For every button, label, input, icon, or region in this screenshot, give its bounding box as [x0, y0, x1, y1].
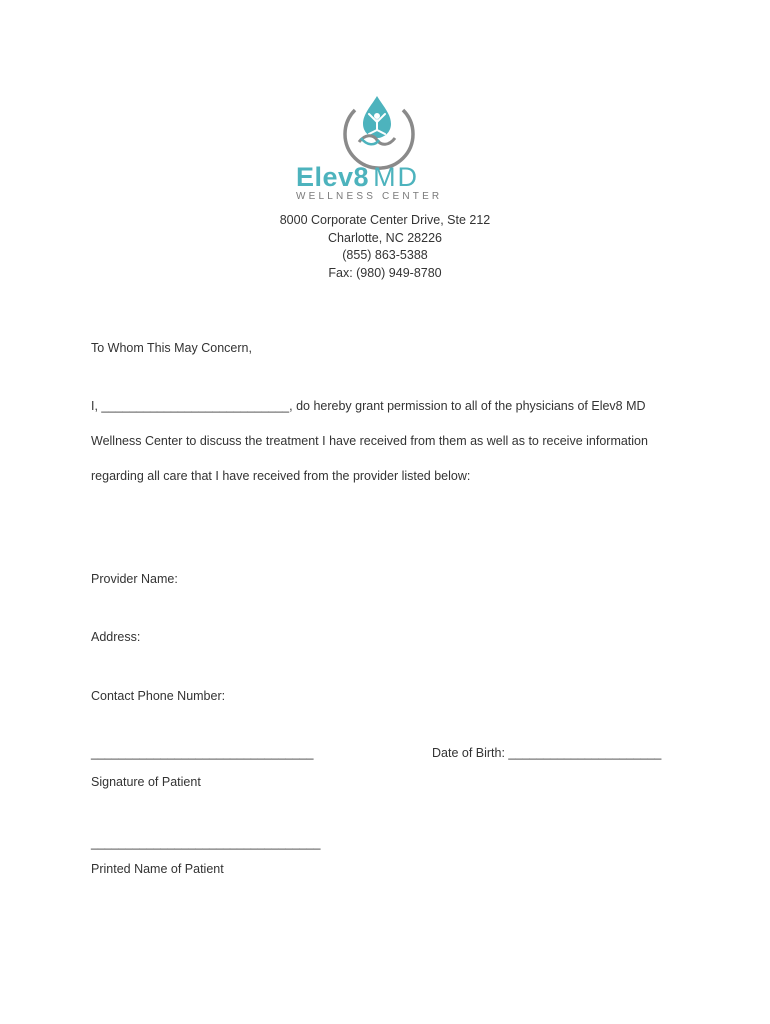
brand-main-text: Elev8	[296, 162, 370, 192]
contact-phone-label: Contact Phone Number:	[91, 689, 226, 703]
brand-md-text: MD	[373, 162, 420, 192]
brand-name	[296, 162, 419, 193]
fax-number: Fax: (980) 949-8780	[328, 266, 442, 280]
signature-line: ________________________________	[91, 746, 314, 760]
salutation: To Whom This May Concern,	[91, 341, 252, 355]
printed-name-line: _________________________________	[91, 836, 321, 850]
phone-number: (855) 863-5388	[342, 248, 428, 262]
address-line-1: 8000 Corporate Center Drive, Ste 212	[279, 213, 491, 227]
brand-tagline: WELLNESS CENTER	[296, 191, 443, 202]
consent-paragraph-line-2: Wellness Center to discuss the treatment I have received from them as well as to receive information	[91, 434, 648, 448]
provider-name-label: Provider Name:	[91, 572, 178, 586]
signature-label: Signature of Patient	[91, 775, 201, 789]
address-line-2: Charlotte, NC 28226	[328, 231, 442, 245]
meditation-figure-icon	[291, 92, 461, 172]
date-of-birth-field: Date of Birth: ______________________	[432, 746, 662, 760]
address-label: Address:	[91, 630, 141, 644]
consent-paragraph-line-1: I, ___________________________, do hereby grant permission to all of the physicians of Elev8 MD	[91, 399, 646, 413]
consent-paragraph-line-3: regarding all care that I have received from the provider listed below:	[91, 469, 471, 483]
printed-name-label: Printed Name of Patient	[91, 862, 224, 876]
